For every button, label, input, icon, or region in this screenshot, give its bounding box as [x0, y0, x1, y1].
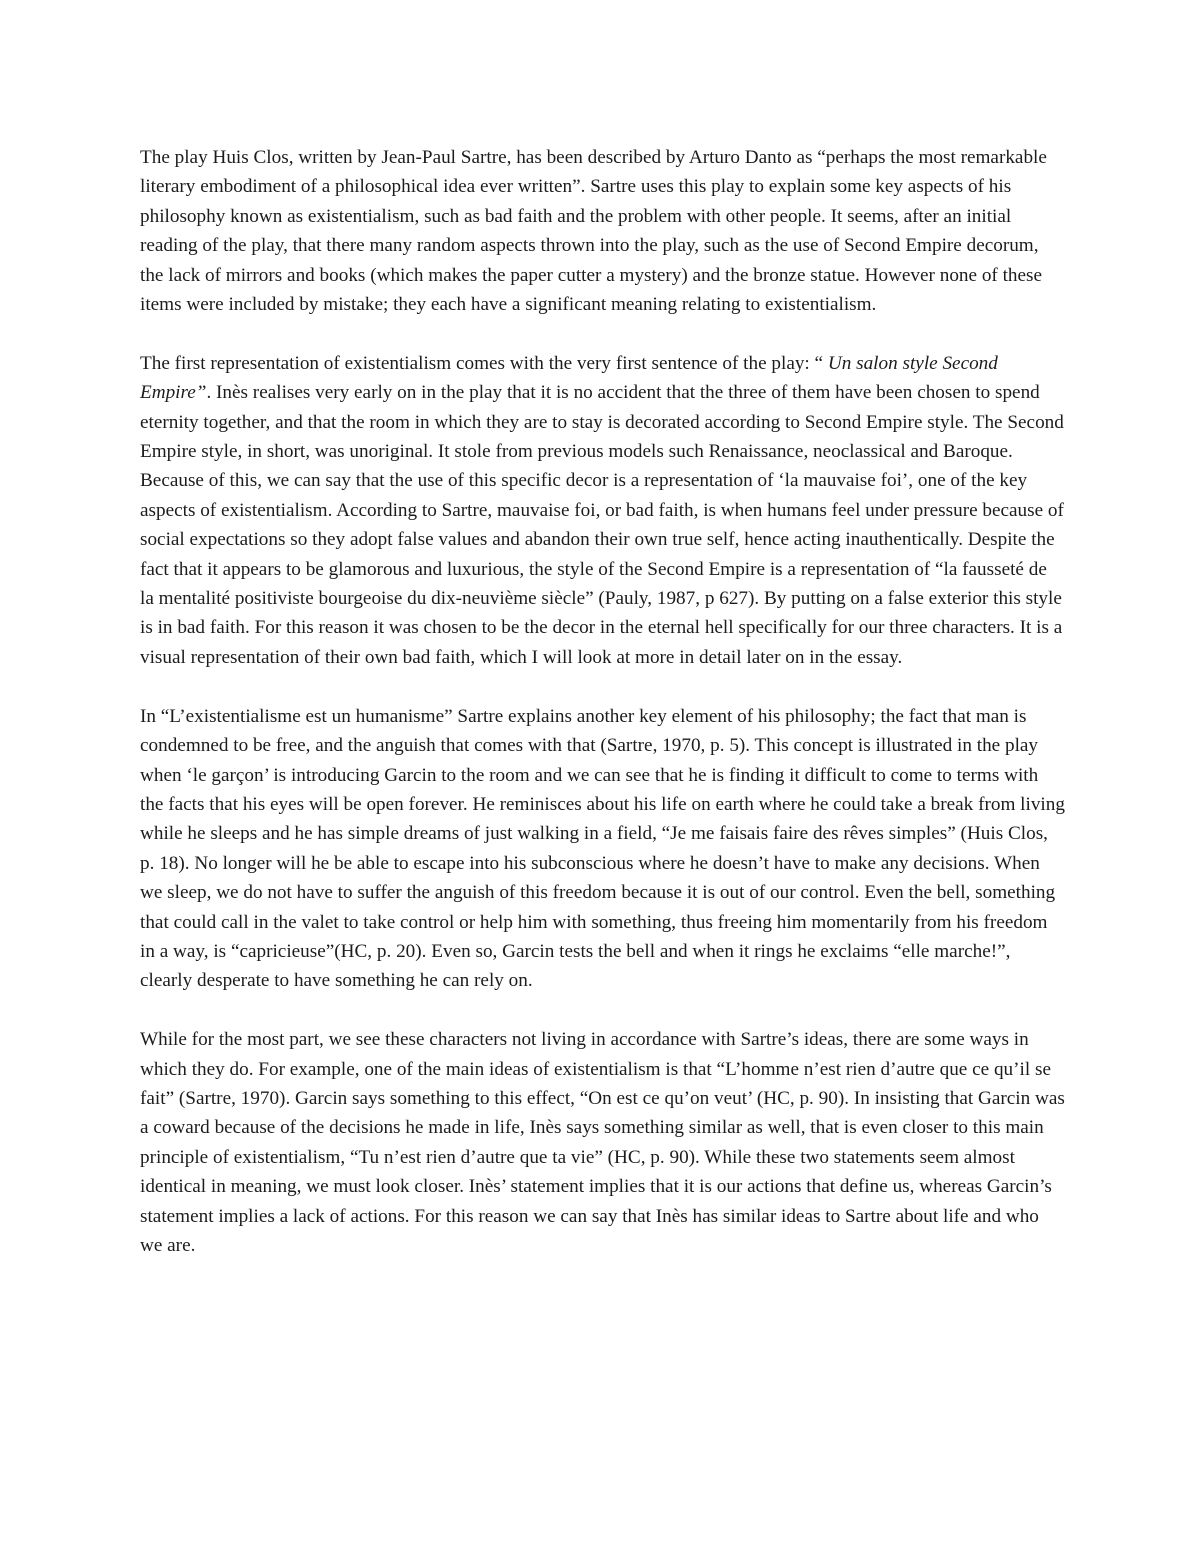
quote-un-salon-style: Un salon style Second Empire”	[140, 352, 998, 404]
essay-body	[140, 143, 1065, 1290]
paragraph-second-empire-lead: The first representation of existentialism comes with the very first sentence of the play: “	[140, 352, 828, 374]
paragraph-intro: The play Huis Clos, written by Jean-Paul Sartre, has been described by Arturo Danto as “perhaps the most remarkable literary embodiment of a philosophical idea ever written”. Sartre uses this play to explain some key aspects of his philosophy known as existentialism, such as bad faith and the problem with other people. It seems, after an initial reading of the play, that there many random aspects thrown into the play, such as the use of Second Empire decorum, the lack of mirrors and books (which makes the paper cutter a mystery) and the bronze statue. However none of these items were included by mistake; they each have a significant meaning relating to existentialism.	[140, 147, 1047, 316]
paragraph-second-empire-rest: . Inès realises very early on in the play that it is no accident that the three of them have been chosen to spend eternity together, and that the room in which they are to stay is decorated according to Second Empire style. The Second Empire style, in short, was unoriginal. It stole from previous models such Renaissance, neoclassical and Baroque. Because of this, we can say that the use of this specific decor is a representation of ‘la mauvaise foi’, one of the key aspects of existentialism. According to Sartre, mauvaise foi, or bad faith, is when humans feel under pressure because of social expectations so they adopt false values and abandon their own true self, hence acting inauthentically. Despite the fact that it appears to be glamorous and luxurious, the style of the Second Empire is a representation of “la fausseté de la mentalité positiviste bourgeoise du dix-neuvième siècle” (Pauly, 1987, p 627). By putting on a false exterior this style is in bad faith. For this reason it was chosen to be the decor in the eternal hell specifically for our three characters. It is a visual representation of their own bad faith, which I will look at more in detail later on in the essay.	[140, 382, 1064, 668]
paragraph-ines-ideas: While for the most part, we see these characters not living in accordance with Sartre’s ideas, there are some ways in which they do. For example, one of the main ideas of existentialism is that “L’homme n’est rien d’autre que ce qu’il se fait” (Sartre, 1970). Garcin says something to this effect, “On est ce qu’on veut’ (HC, p. 90). In insisting that Garcin was a coward because of the decisions he made in life, Inès says something similar as well, that is even closer to this main principle of existentialism, “Tu n’est rien d’autre que ta vie” (HC, p. 90). While these two statements seem almost identical in meaning, we must look closer. Inès’ statement implies that it is our actions that define us, whereas Garcin’s statement implies a lack of actions. For this reason we can say that Inès has similar ideas to Sartre about life and who we are.	[140, 1029, 1065, 1256]
paragraph-condemned-to-be-free: In “L’existentialisme est un humanisme” Sartre explains another key element of his philosophy; the fact that man is condemned to be free, and the anguish that comes with that (Sartre, 1970, p. 5). This concept is illustrated in the play when ‘le garçon’ is introducing Garcin to the room and we can see that he is finding it difficult to come to terms with the facts that his eyes will be open forever. He reminisces about his life on earth where he could take a break from living while he sleeps and he has simple dreams of just walking in a field, “Je me faisais faire des rêves simples” (Huis Clos, p. 18). No longer will he be able to escape into his subconscious where he doesn’t have to make any decisions. When we sleep, we do not have to suffer the anguish of this freedom because it is out of our control. Even the bell, something that could call in the valet to take control or help him with something, thus freeing him momentarily from his freedom in a way, is “capricieuse”(HC, p. 20). Even so, Garcin tests the bell and when it rings he exclaims “elle marche!”, clearly desperate to have something he can rely on.	[140, 705, 1065, 992]
paragraph-second-empire	[140, 349, 1065, 672]
